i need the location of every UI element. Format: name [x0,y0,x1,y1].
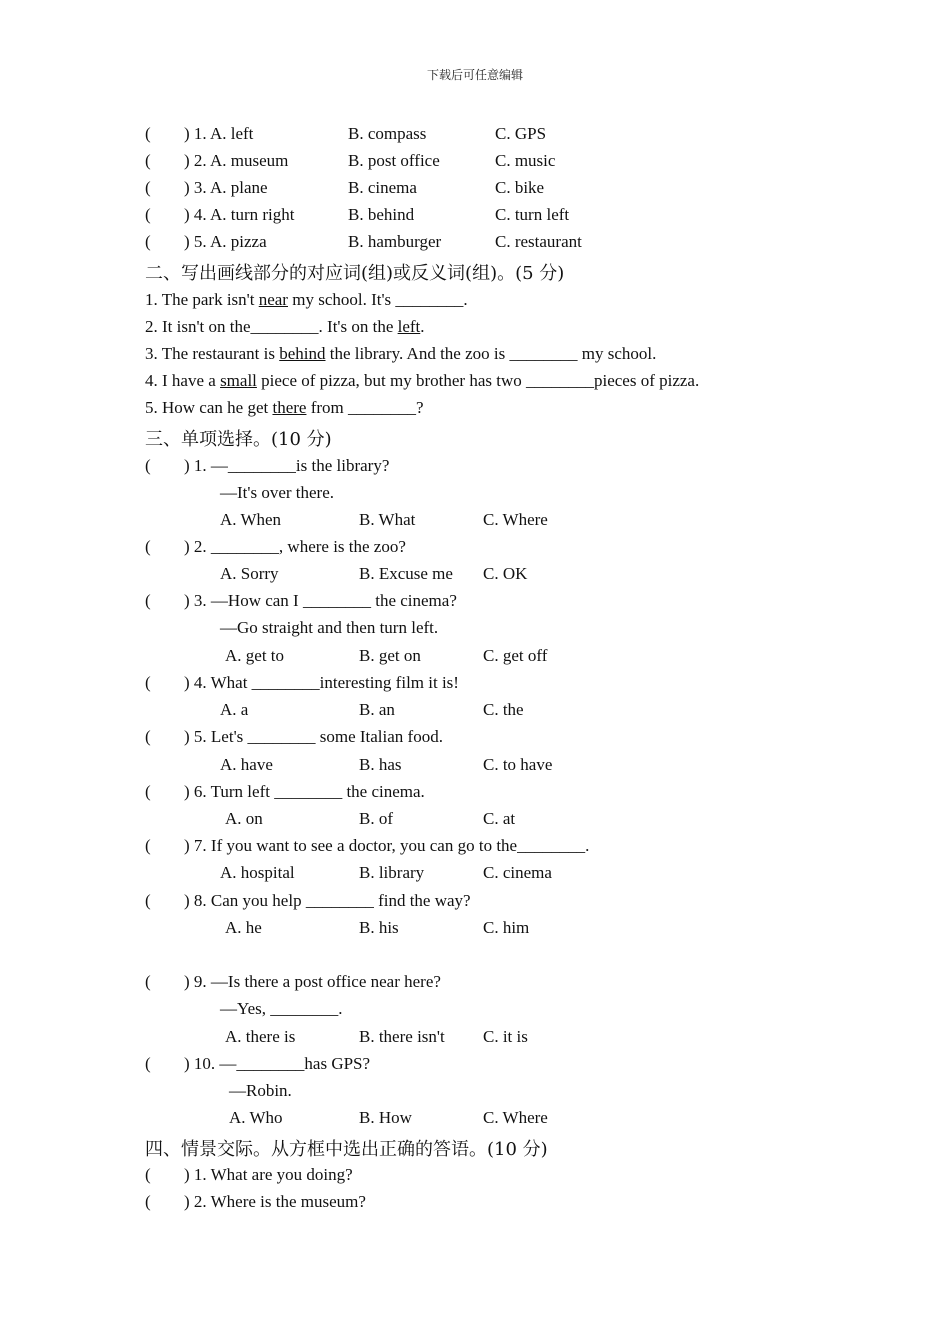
section-title: 二、写出画线部分的对应词(组)或反义词(组)。(5 分) [145,263,565,284]
options-line [0,863,950,890]
part2-sentence [0,290,950,317]
question-line [0,456,950,483]
sentence-text: from ________? [306,398,424,417]
underlined-word: there [272,398,307,417]
question-line [0,591,950,618]
reply-line [0,999,950,1026]
option-b: B. his [359,918,399,937]
option-b: B. there isn't [359,1027,445,1046]
option-c: C. Where [483,510,548,529]
part2-sentence [0,398,950,425]
answer-paren: ( [145,232,151,251]
question-text: ) 7. If you want to see a doctor, you can go to the________. [184,836,590,855]
answer-paren: ( [145,1165,151,1184]
option-b: B. an [359,700,395,719]
options-line [0,700,950,727]
answer-paren: ( [145,537,151,556]
reply-text: —Robin. [229,1081,292,1100]
question-text: ) 10. —________has GPS? [184,1054,371,1073]
question-line [0,972,950,999]
option-a: A. Who [229,1108,283,1127]
option-b: B. has [359,755,402,774]
section-title: 四、情景交际。从方框中选出正确的答语。(10 分) [145,1139,548,1160]
option-c: C. him [483,918,530,937]
underlined-word: behind [279,344,326,363]
part2-sentence [0,344,950,371]
sentence-text: my school. It's ________. [287,290,468,309]
option-a: A. Sorry [220,564,279,583]
part1-row [0,205,950,232]
option-c: C. Where [483,1108,548,1127]
option-b: B. hamburger [348,232,442,251]
option-c: C. the [483,700,524,719]
option-b: B. get on [359,646,421,665]
question-line [0,1192,950,1219]
question-text: ) 5. Let's ________ some Italian food. [184,727,443,746]
question-line [0,836,950,863]
question-line [0,1165,950,1192]
option-a: A. have [220,755,273,774]
question-text: ) 3. —How can I ________ the cinema? [184,591,457,610]
question-text: ) 8. Can you help ________ find the way? [184,891,471,910]
part1-row [0,151,950,178]
option-a: A. a [220,700,249,719]
option-c: C. turn left [495,205,570,224]
question-line [0,537,950,564]
underlined-word: left [397,317,421,336]
options-line [0,918,950,945]
question-option-a: ) 2. A. museum [184,151,289,170]
question-line [0,782,950,809]
option-a: A. hospital [220,863,295,882]
option-b: B. What [359,510,416,529]
options-line [0,564,950,591]
question-line [0,673,950,700]
question-option-a: ) 4. A. turn right [184,205,295,224]
question-text: ) 1. What are you doing? [184,1165,353,1184]
options-line [0,1027,950,1054]
question-option-a: ) 1. A. left [184,124,254,143]
options-line [0,809,950,836]
option-b: B. cinema [348,178,417,197]
answer-paren: ( [145,727,151,746]
answer-paren: ( [145,673,151,692]
option-c: C. it is [483,1027,528,1046]
sentence-text: piece of pizza, but my brother has two ________pieces of pizza. [256,371,700,390]
option-a: A. there is [225,1027,296,1046]
question-text: ) 1. —________is the library? [184,456,390,475]
option-b: B. compass [348,124,427,143]
sentence-text: 1. The park isn't [145,290,259,309]
reply-line [0,483,950,510]
question-line [0,891,950,918]
answer-paren: ( [145,591,151,610]
option-c: C. to have [483,755,553,774]
answer-paren: ( [145,782,151,801]
answer-paren: ( [145,178,151,197]
option-b: B. post office [348,151,440,170]
option-b: B. Excuse me [359,564,453,583]
part1-row [0,232,950,259]
answer-paren: ( [145,891,151,910]
answer-paren: ( [145,972,151,991]
part2-sentence [0,371,950,398]
underlined-word: small [220,371,257,390]
question-text: ) 2. Where is the museum? [184,1192,366,1211]
reply-text: —Yes, ________. [220,999,343,1018]
underlined-word: near [258,290,288,309]
option-c: C. restaurant [495,232,582,251]
answer-paren: ( [145,1054,151,1073]
answer-paren: ( [145,151,151,170]
part1-row [0,124,950,151]
option-c: C. music [495,151,556,170]
options-line [0,755,950,782]
option-b: B. of [359,809,393,828]
option-b: B. behind [348,205,415,224]
options-line [0,1108,950,1135]
option-b: B. How [359,1108,412,1127]
part2-sentence [0,317,950,344]
part1-row [0,178,950,205]
question-text: ) 9. —Is there a post office near here? [184,972,441,991]
option-a: A. get to [225,646,285,665]
option-a: A. on [225,809,263,828]
option-c: C. GPS [495,124,547,143]
answer-paren: ( [145,1192,151,1211]
question-line [0,727,950,754]
answer-paren: ( [145,836,151,855]
answer-paren: ( [145,456,151,475]
sentence-text: 4. I have a [145,371,221,390]
reply-line [0,1081,950,1108]
sentence-text: 5. How can he get [145,398,273,417]
answer-paren: ( [145,205,151,224]
sentence-text: 3. The restaurant is [145,344,280,363]
options-line [0,510,950,537]
question-text: ) 6. Turn left ________ the cinema. [184,782,425,801]
reply-text: —It's over there. [220,483,334,502]
option-c: C. get off [483,646,548,665]
option-c: C. at [483,809,516,828]
reply-text: —Go straight and then turn left. [220,618,439,637]
options-line [0,646,950,673]
section-title: 三、单项选择。(10 分) [145,429,332,450]
sentence-text: . [420,317,425,336]
option-a: A. he [225,918,262,937]
option-c: C. bike [495,178,545,197]
question-option-a: ) 5. A. pizza [184,232,267,251]
option-a: A. When [220,510,282,529]
option-b: B. library [359,863,425,882]
question-option-a: ) 3. A. plane [184,178,268,197]
sentence-text: the library. And the zoo is ________ my school. [325,344,657,363]
option-c: C. OK [483,564,528,583]
page-header: 下载后可任意编辑 [426,68,523,82]
question-text: ) 2. ________, where is the zoo? [184,537,406,556]
reply-line [0,618,950,645]
question-text: ) 4. What ________interesting film it is! [184,673,459,692]
answer-paren: ( [145,124,151,143]
option-c: C. cinema [483,863,552,882]
question-line [0,1054,950,1081]
sentence-text: 2. It isn't on the________. It's on the [145,317,398,336]
